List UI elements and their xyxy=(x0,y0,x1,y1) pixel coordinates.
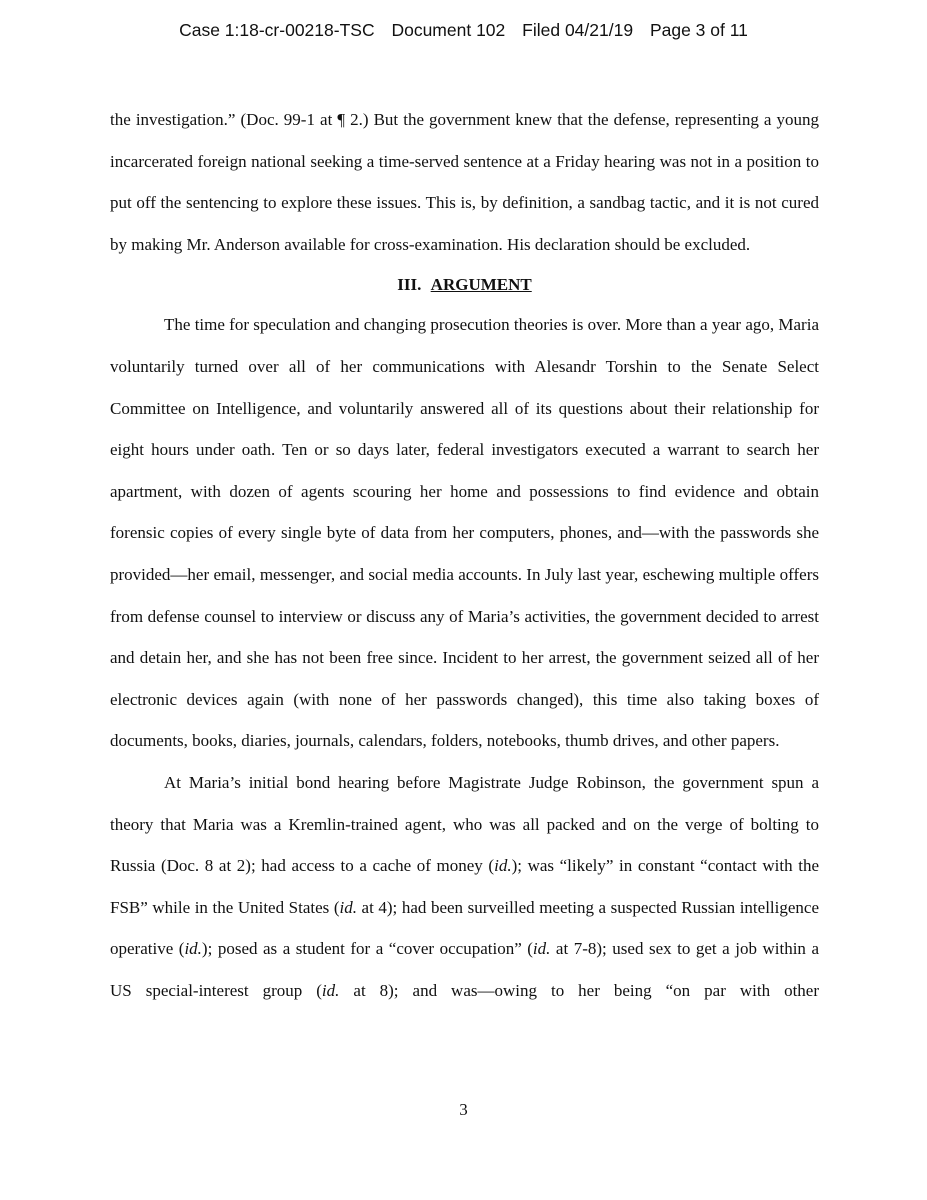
text-segment: at 8); and was—owing to her being “on par with other xyxy=(339,980,819,1000)
text-segment: ); was “likely” in constant “contact with the FSB” while in the United States ( xyxy=(110,856,819,917)
paragraph-bond-hearing xyxy=(110,762,819,1012)
citation-id: id. xyxy=(184,939,202,959)
document-number: Document 102 xyxy=(391,20,506,40)
page-count: Page 3 of 11 xyxy=(649,20,748,40)
page-number: 3 xyxy=(459,1100,468,1119)
court-filing-header xyxy=(0,20,927,41)
text-segment: at 4); had been surveilled meeting a suspected Russian intelligence operative ( xyxy=(110,897,820,959)
citation-id: id. xyxy=(339,897,357,917)
text-segment: At Maria’s initial bond hearing before Magistrate Judge Robinson, the government spun a theory that Maria was a Kremlin-trained agent, who was all packed and on the verge of bolting to Russia (Doc. 8 at 2); had access to a cache of money ( xyxy=(110,772,819,876)
section-heading-number: III. xyxy=(397,275,422,295)
citation-id: id. xyxy=(321,980,340,1000)
case-number: Case 1:18-cr-00218-TSC xyxy=(179,20,375,40)
text-segment: at 7-8); used sex to get a job within a US special-interest group ( xyxy=(110,939,819,1000)
document-body xyxy=(110,99,819,1011)
paragraph-continuation: the investigation.” (Doc. 99-1 at ¶ 2.) But the government knew that the defense, representing a young incarcerated foreign national seeking a time-served sentence at a Friday hearing was not in a position to put off the sentencing to explore these issues. This is, by definition, a sandbag tactic, and it is not cured by making Mr. Anderson available for cross-examination. His declaration should be excluded. xyxy=(110,110,819,254)
filed-date: Filed 04/21/19 xyxy=(522,20,634,40)
text-segment: ); posed as a student for a “cover occupation” ( xyxy=(201,939,533,959)
paragraph-argument-intro: The time for speculation and changing prosecution theories is over. More than a year ago, Maria voluntarily turned over all of her communications with Alesandr Torshin to the Senate Select Committee on Intelligence, and voluntarily answered all of its questions about their relationship for eight hours under oath. Ten or so days later, federal investigators executed a warrant to search her apartment, with dozen of agents scouring her home and possessions to find evidence and obtain forensic copies of every single byte of data from her computers, phones, and—with the passwords she provided—her email, messenger, and social media accounts. In July last year, eschewing multiple offers from defense counsel to interview or discuss any of Maria’s activities, the government decided to arrest and detain her, and she has not been free since. Incident to her arrest, the government seized all of her electronic devices again (with none of her passwords changed), this time also taking boxes of documents, books, diaries, journals, calendars, folders, notebooks, thumb drives, and other papers. xyxy=(110,315,819,751)
section-heading xyxy=(110,265,819,304)
citation-id: id. xyxy=(494,856,512,876)
section-heading-title: ARGUMENT xyxy=(430,275,532,295)
citation-id: id. xyxy=(532,939,551,959)
